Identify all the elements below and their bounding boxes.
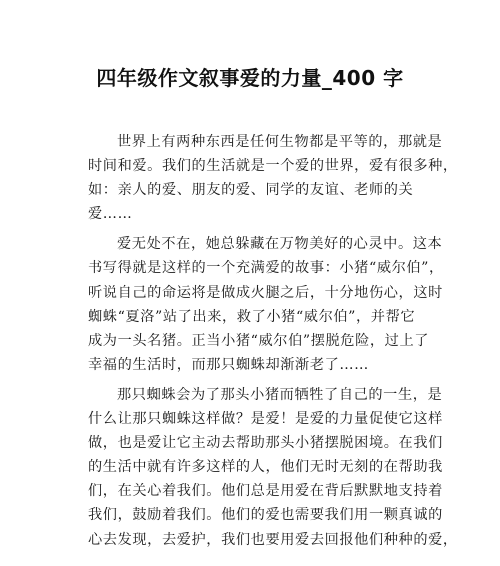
text-line: 成为一头名猪。正当小猪“威尔伯”摆脱危险，过上了 [88, 332, 430, 349]
document-body [88, 130, 458, 552]
text-line: 的生活中就有许多这样的人，他们无时无刻的在帮助我 [88, 459, 443, 476]
text-line: 心去发现，去爱护，我们也要用爱去回报他们种种的爱， [88, 531, 458, 548]
text-line: 听说自己的命运将是做成火腿之后，十分地伤心，这时 [88, 284, 443, 301]
text-line: 世界上有两种东西是任何生物都是平等的，那就是 [117, 134, 443, 150]
text-line: 蜘蛛“夏洛”站了出来，救了小猪“威尔伯”，并帮它 [88, 308, 416, 325]
paragraph [88, 130, 458, 226]
text-line: 爱…… [88, 206, 133, 223]
text-line: 们，在关心着我们。他们总是用爱在背后默默地支持着 [88, 483, 443, 500]
text-line: 我们，鼓励着我们。他们的爱也需要我们用一颗真诚的 [88, 507, 443, 524]
text-line: 做，也是爱让它主动去帮助那头小猪摆脱困境。在我们 [88, 435, 443, 452]
paragraph [88, 232, 444, 377]
text-line: 那只蜘蛛会为了那头小猪而牺牲了自己的一生，是 [117, 386, 443, 403]
text-line: 时间和爱。我们的生活就是一个爱的世界，爱有很多种， [88, 158, 458, 175]
text-line: 什么让那只蜘蛛这样做？是爱！是爱的力量促使它这样 [88, 411, 443, 428]
text-line: 爱无处不在，她总躲藏在万物美好的心灵中。这本 [117, 236, 443, 253]
text-line: 书写得就是这样的一个充满爱的故事：小猪“威尔伯”， [88, 260, 444, 277]
text-line: 幸福的生活时，而那只蜘蛛却渐渐老了…… [88, 356, 369, 373]
document-title: 四年级作文叙事爱的力量_400 字 [96, 66, 404, 90]
paragraph [88, 383, 458, 552]
text-line: 如：亲人的爱、朋友的爱、同学的友谊、老师的关 [88, 182, 414, 199]
